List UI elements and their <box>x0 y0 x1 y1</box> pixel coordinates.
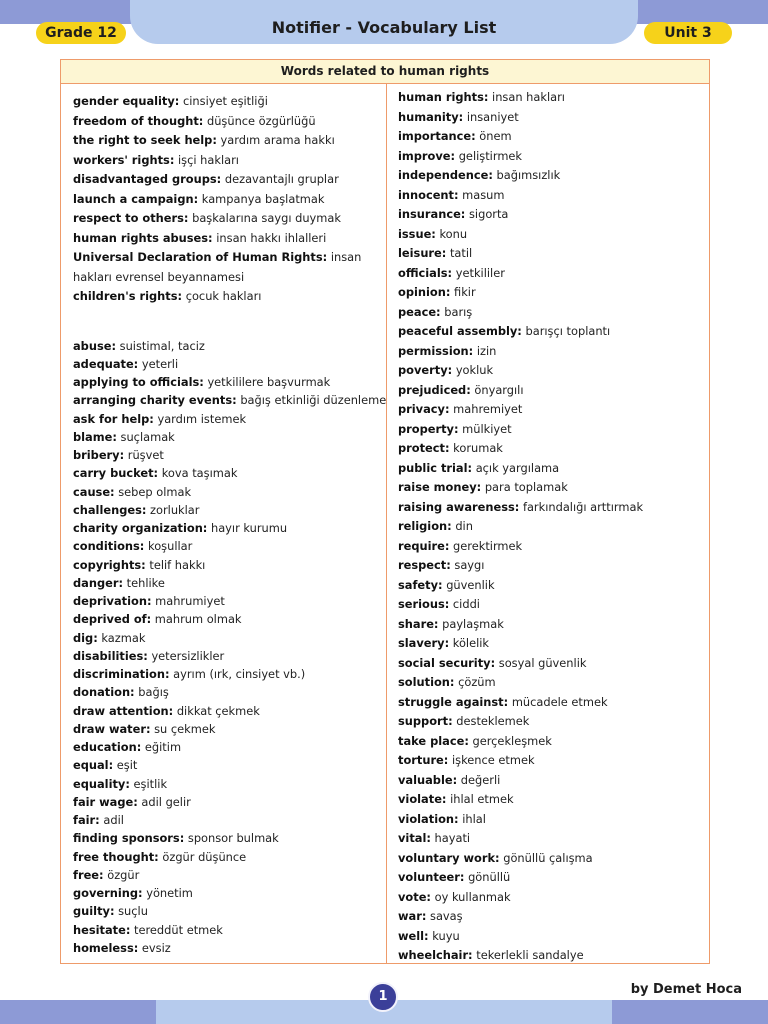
vocab-entry <box>73 170 383 190</box>
vocab-entry <box>73 501 383 519</box>
vocab-definition: zorluklar <box>150 502 200 517</box>
vocab-definition: başkalarına saygı duymak <box>192 211 341 225</box>
vocab-term: support: <box>398 714 453 728</box>
vocab-term: require: <box>398 538 450 553</box>
vocab-definition: hayır kurumu <box>210 521 288 535</box>
vocab-definition: hayati <box>434 831 471 845</box>
vocab-term: issue: <box>398 226 436 241</box>
vocab-entry <box>398 108 704 128</box>
vocab-definition: adil <box>103 813 124 827</box>
vocab-entry <box>73 921 383 939</box>
vocab-entry <box>73 683 383 701</box>
vocab-term: respect to others: <box>73 211 189 225</box>
vocab-definition: sosyal güvenlik <box>498 655 587 670</box>
vocab-term: volunteer: <box>398 870 465 884</box>
vocab-definition: barışçı toplantı <box>525 324 611 338</box>
vocab-term: privacy: <box>398 402 450 416</box>
vocab-definition: mahrum olmak <box>154 612 242 627</box>
vocab-term: workers' rights: <box>73 152 175 167</box>
vocab-definition: mahrumiyet <box>155 594 225 608</box>
vocab-definition: fikir <box>454 285 476 299</box>
vocab-term: applying to officials: <box>73 375 204 389</box>
vocab-definition: çözüm <box>458 675 496 689</box>
vocab-definition: yokluk <box>455 363 494 377</box>
vocab-entry <box>398 810 704 830</box>
vocab-definition: kampanya başlatmak <box>201 191 325 206</box>
vocab-entry <box>398 615 704 635</box>
vocab-term: raising awareness: <box>398 499 520 514</box>
vocab-entry <box>398 88 704 108</box>
vocab-entry <box>73 647 383 665</box>
vocab-term: challenges: <box>73 502 147 517</box>
vocab-term: respect: <box>398 558 451 572</box>
vocab-entry <box>398 342 704 362</box>
vocab-term: wheelchair: <box>398 948 473 962</box>
vocab-term: violate: <box>398 792 447 806</box>
vocab-term: homeless: <box>73 940 139 955</box>
vocab-term: deprivation: <box>73 594 152 608</box>
vocab-entry <box>398 498 704 518</box>
vocab-term: blame: <box>73 429 117 444</box>
vocab-term: prejudiced: <box>398 382 471 397</box>
vocab-entry <box>398 556 704 576</box>
vocabulary-panel <box>60 59 710 964</box>
vocab-definition: telif hakkı <box>149 557 206 572</box>
vocab-entry <box>398 303 704 323</box>
vocab-definition: tekerlekli sandalye <box>476 948 584 962</box>
vocab-term: innocent: <box>398 187 459 202</box>
vocab-term: equality: <box>73 776 130 791</box>
vocab-definition: eğitim <box>144 740 182 754</box>
vocab-entry <box>398 927 704 947</box>
vocab-entry <box>73 92 383 112</box>
vocab-entry <box>398 166 704 186</box>
vocab-definition: tehlike <box>126 575 165 590</box>
vocab-term: independence: <box>398 168 493 182</box>
vocab-term: guilty: <box>73 904 115 919</box>
vocab-term: public trial: <box>398 460 473 475</box>
vocab-entry <box>73 556 383 574</box>
vocab-term: take place: <box>398 733 469 748</box>
vocab-definition: yetkililer <box>455 265 505 280</box>
vocab-entry <box>73 629 383 647</box>
vocab-definition: desteklemek <box>456 714 530 728</box>
vocab-term: religion: <box>398 519 452 533</box>
column-divider <box>386 84 387 964</box>
vocab-definition: evsiz <box>141 940 171 955</box>
vocab-term: carry bucket: <box>73 466 159 481</box>
vocab-entry <box>398 673 704 693</box>
vocab-term: gender equality: <box>73 94 180 108</box>
vocab-entry <box>73 665 383 683</box>
vocab-entry <box>398 751 704 771</box>
vocab-entry <box>73 884 383 902</box>
footer-band-left <box>0 1000 156 1024</box>
vocab-entry <box>398 576 704 596</box>
vocab-entry <box>398 400 704 420</box>
vocab-definition: ihlal etmek <box>450 792 514 806</box>
vocab-term: struggle against: <box>398 694 509 709</box>
page-number-badge: 1 <box>368 982 398 1012</box>
vocab-entry <box>398 127 704 147</box>
vocab-definition: konu <box>439 226 468 241</box>
vocab-term: share: <box>398 616 439 631</box>
vocab-definition: değerli <box>460 772 501 787</box>
vocab-term: leisure: <box>398 246 447 260</box>
vocab-entry <box>73 610 383 628</box>
vocab-term: hesitate: <box>73 922 131 937</box>
vocab-term: adequate: <box>73 356 139 371</box>
vocab-entry <box>73 209 383 229</box>
grade-badge: Grade 12 <box>36 22 126 44</box>
vocab-entry <box>73 410 383 428</box>
vocab-definition: işkence etmek <box>451 753 535 767</box>
vocab-term: peaceful assembly: <box>398 324 522 338</box>
vocab-term: raise money: <box>398 480 482 494</box>
vocab-entry <box>73 738 383 756</box>
vocab-term: children's rights: <box>73 289 183 303</box>
vocab-definition: barış <box>444 304 473 319</box>
vocab-term: charity organization: <box>73 521 208 535</box>
footer-band-right <box>612 1000 768 1024</box>
vocab-definition: din <box>455 519 473 533</box>
vocab-definition: izin <box>476 343 497 358</box>
vocab-definition: önem <box>479 129 512 143</box>
vocab-definition: paylaşmak <box>442 616 504 631</box>
vocab-term: ask for help: <box>73 411 154 426</box>
vocab-entry <box>73 537 383 555</box>
vocab-term: violation: <box>398 811 459 826</box>
vocab-definition: açık yargılama <box>475 460 560 475</box>
vocab-definition: çocuk hakları <box>185 289 262 303</box>
vocab-entry <box>73 391 387 409</box>
unit-badge: Unit 3 <box>644 22 732 44</box>
vocab-definition: gönüllü çalışma <box>503 850 593 865</box>
vocab-definition: kazmak <box>101 630 146 645</box>
vocab-definition: adil gelir <box>141 794 191 809</box>
page-title: Notifier - Vocabulary List <box>271 18 497 37</box>
author-credit: by Demet Hoca <box>630 982 742 997</box>
vocab-definition: ciddi <box>452 597 480 611</box>
vocab-definition: özgür düşünce <box>162 849 247 864</box>
vocab-definition: saygı <box>454 558 485 572</box>
vocab-definition: işçi hakları <box>178 152 239 167</box>
vocab-entry <box>73 811 383 829</box>
vocab-term: insurance: <box>398 207 466 221</box>
vocab-entry <box>398 712 704 732</box>
panel-heading: Words related to human rights <box>61 60 709 84</box>
vocab-entry <box>73 428 383 446</box>
vocab-entry <box>398 283 704 303</box>
header-band-left <box>0 0 140 24</box>
vocab-entry <box>398 654 704 674</box>
vocab-definition: gerçekleşmek <box>472 733 552 748</box>
vocab-term: importance: <box>398 129 476 143</box>
vocab-definition: su çekmek <box>154 721 216 736</box>
vocab-term: Universal Declaration of Human Rights: <box>73 250 328 264</box>
vocab-definition: masum <box>462 187 505 202</box>
vocab-definition: kuyu <box>432 928 460 943</box>
vocab-term: conditions: <box>73 539 145 554</box>
vocab-term: fair wage: <box>73 794 138 809</box>
vocab-entry <box>398 322 704 342</box>
vocab-definition: suistimal, taciz <box>119 338 205 353</box>
vocab-entry <box>73 574 383 592</box>
vocab-entry <box>73 337 383 355</box>
vocab-entry <box>398 829 704 849</box>
vocab-entry <box>73 902 383 920</box>
vocab-term: humanity: <box>398 109 464 124</box>
vocab-term: the right to seek help: <box>73 133 217 147</box>
vocab-term: copyrights: <box>73 557 146 572</box>
vocab-definition: mülkiyet <box>462 421 512 436</box>
vocab-entry <box>73 756 383 774</box>
vocab-entry <box>73 112 383 132</box>
vocab-entry <box>73 151 383 171</box>
vocab-definition: rüşvet <box>127 448 164 462</box>
vocab-term: draw water: <box>73 721 151 736</box>
vocab-entry <box>73 287 383 307</box>
vocab-definition: gerektirmek <box>453 538 523 553</box>
vocab-entry <box>73 519 383 537</box>
vocab-entry <box>73 793 383 811</box>
vocab-definition: bağımsızlık <box>496 168 561 182</box>
list-spacer <box>73 307 383 337</box>
vocab-term: poverty: <box>398 363 453 377</box>
vocab-entry <box>398 849 704 869</box>
vocab-term: discrimination: <box>73 667 170 681</box>
vocab-definition: ayrım (ırk, cinsiyet vb.) <box>173 667 306 681</box>
vocab-entry <box>73 829 383 847</box>
vocab-term: vote: <box>398 889 431 904</box>
vocab-definition: kova taşımak <box>161 466 238 481</box>
vocab-definition: düşünce özgürlüğü <box>206 113 316 128</box>
vocab-entry <box>398 888 704 908</box>
vocab-term: equal: <box>73 758 114 773</box>
vocab-entry <box>398 264 704 284</box>
vocab-entry <box>73 866 383 884</box>
vocab-entry <box>73 131 383 151</box>
header-band-right <box>628 0 768 24</box>
vocab-definition: yeterli <box>141 356 179 371</box>
vocab-term: deprived of: <box>73 612 152 627</box>
vocab-entry <box>73 592 383 610</box>
vocab-term: arranging charity events: <box>73 393 237 408</box>
vocab-entry <box>398 205 704 225</box>
vocab-term: permission: <box>398 343 474 358</box>
vocab-entry <box>398 517 704 537</box>
vocab-term: opinion: <box>398 285 451 299</box>
vocab-term: education: <box>73 740 142 754</box>
vocab-term: human rights: <box>398 90 489 104</box>
vocab-definition: korumak <box>453 441 503 455</box>
vocab-definition: sponsor bulmak <box>187 831 279 846</box>
vocab-definition: suçlu <box>118 904 148 919</box>
left-column <box>73 92 387 957</box>
vocab-term: freedom of thought: <box>73 113 204 128</box>
vocab-definition: sigorta <box>468 207 509 221</box>
vocab-definition: yetkililere başvurmak <box>207 375 331 389</box>
vocab-entry <box>398 186 704 206</box>
right-column <box>398 88 704 966</box>
vocab-term: donation: <box>73 685 135 700</box>
vocab-term: protect: <box>398 441 450 455</box>
vocab-term: finding sponsors: <box>73 831 185 846</box>
vocab-definition: önyargılı <box>474 382 524 397</box>
vocab-definition: insan hakkı ihlalleri <box>216 230 327 245</box>
vocab-entry <box>398 244 704 264</box>
vocab-term: slavery: <box>398 636 450 650</box>
vocab-definition: sebep olmak <box>118 484 192 499</box>
vocab-entry <box>398 361 704 381</box>
vocab-definition: savaş <box>430 909 463 923</box>
vocab-entry <box>73 464 383 482</box>
vocab-definition: mahremiyet <box>453 402 523 416</box>
vocab-entry <box>73 446 383 464</box>
vocab-entry <box>73 483 383 501</box>
vocab-definition: bağış <box>138 685 169 700</box>
vocab-definition: suçlamak <box>120 429 175 444</box>
vocab-definition: tereddüt etmek <box>134 922 223 937</box>
vocab-entry <box>398 537 704 557</box>
vocab-term: launch a campaign: <box>73 191 199 206</box>
vocab-entry <box>398 595 704 615</box>
vocab-term: torture: <box>398 753 449 767</box>
vocab-term: voluntary work: <box>398 850 500 865</box>
vocab-term: disabilities: <box>73 648 148 663</box>
vocab-entry <box>73 190 383 210</box>
vocab-definition: yardım arama hakkı <box>220 133 335 147</box>
vocab-term: dig: <box>73 630 98 645</box>
vocab-definition: farkındalığı arttırmak <box>522 499 644 514</box>
vocab-entry <box>398 693 704 713</box>
vocab-definition: bağış etkinliği düzenleme <box>240 393 387 408</box>
vocab-term: well: <box>398 928 429 943</box>
vocab-entry <box>73 939 383 957</box>
vocab-definition: geliştirmek <box>458 148 523 163</box>
vocab-term: draw attention: <box>73 703 174 718</box>
vocab-entry <box>398 225 704 245</box>
vocab-entry <box>398 634 704 654</box>
vocab-definition: eşitlik <box>133 776 168 791</box>
vocab-entry <box>73 775 383 793</box>
vocab-term: danger: <box>73 575 124 590</box>
vocab-definition: gönüllü <box>468 870 511 884</box>
vocab-entry <box>398 771 704 791</box>
vocab-definition: eşit <box>116 758 138 773</box>
vocab-term: governing: <box>73 886 143 900</box>
vocab-term: disadvantaged groups: <box>73 172 222 186</box>
vocab-entry <box>398 907 704 927</box>
vocab-term: vital: <box>398 831 431 845</box>
vocab-definition: insan hakları evrensel beyannamesi <box>73 250 362 284</box>
vocab-definition: cinsiyet eşitliği <box>182 94 268 108</box>
vocab-definition: tatil <box>449 246 473 260</box>
vocab-entry <box>73 355 383 373</box>
vocab-definition: kölelik <box>452 636 490 650</box>
vocab-term: peace: <box>398 304 441 319</box>
vocab-entry <box>398 459 704 479</box>
vocab-definition: dezavantajlı gruplar <box>224 172 339 186</box>
vocab-term: abuse: <box>73 338 117 353</box>
vocab-definition: yönetim <box>146 886 193 900</box>
vocab-term: social security: <box>398 655 496 670</box>
vocab-entry <box>73 373 383 391</box>
vocab-definition: mücadele etmek <box>511 694 608 709</box>
vocab-entry <box>398 147 704 167</box>
vocab-entry <box>73 248 383 287</box>
vocab-term: fair: <box>73 813 100 827</box>
vocab-entry <box>398 868 704 888</box>
vocab-term: safety: <box>398 577 443 592</box>
vocab-definition: para toplamak <box>484 480 568 494</box>
vocab-term: valuable: <box>398 772 458 787</box>
vocab-term: human rights abuses: <box>73 230 213 245</box>
vocab-definition: insan hakları <box>492 90 565 104</box>
vocab-entry <box>398 420 704 440</box>
vocab-term: war: <box>398 909 427 923</box>
vocab-entry <box>73 702 383 720</box>
vocab-term: cause: <box>73 484 115 499</box>
vocab-definition: yetersizlikler <box>151 648 225 663</box>
vocab-entry <box>398 381 704 401</box>
vocab-entry <box>73 720 383 738</box>
vocab-term: free thought: <box>73 849 159 864</box>
vocab-definition: dikkat çekmek <box>176 703 260 718</box>
vocab-definition: yardım istemek <box>157 411 247 426</box>
vocab-definition: insaniyet <box>466 109 519 124</box>
vocab-term: bribery: <box>73 448 125 462</box>
vocab-term: improve: <box>398 148 456 163</box>
vocab-term: property: <box>398 421 459 436</box>
vocab-entry <box>398 439 704 459</box>
vocab-term: officials: <box>398 265 453 280</box>
vocab-entry <box>398 732 704 752</box>
vocab-entry <box>398 946 704 966</box>
vocab-definition: koşullar <box>148 539 193 554</box>
vocab-term: solution: <box>398 675 455 689</box>
vocab-entry <box>398 790 704 810</box>
vocab-definition: güvenlik <box>446 577 495 592</box>
vocab-definition: ihlal <box>462 811 486 826</box>
vocab-entry <box>73 229 383 249</box>
vocab-definition: özgür <box>107 867 140 882</box>
vocab-term: free: <box>73 867 104 882</box>
vocab-entry <box>398 478 704 498</box>
vocab-definition: oy kullanmak <box>434 889 511 904</box>
vocab-entry <box>73 848 383 866</box>
vocab-term: serious: <box>398 597 450 611</box>
